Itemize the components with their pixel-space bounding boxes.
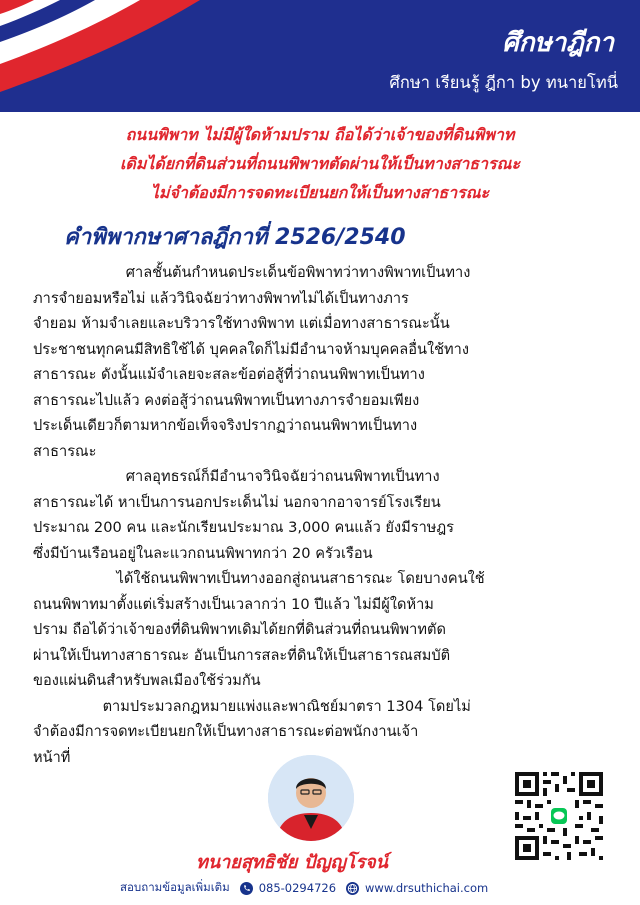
body-line: จำยอม ห้ามจำเลยและบริวารใช้ทางพิพาท แต่เมื่อทางสาธารณะนั้น [33,315,450,332]
phone-icon [240,882,253,895]
inquiry-label: สอบถามข้อมูลเพิ่มเติม [120,880,230,894]
thai-flag-graphic [0,0,200,112]
phone-number[interactable]: 085-0294726 [258,881,337,895]
website-link[interactable]: www.drsuthichai.com [365,881,489,895]
body-line: ผ่านให้เป็นทางสาธารณะ อันเป็นการสละที่ดินให้เป็นสาธารณสมบัติ [33,646,451,664]
body-line: ตามประมวลกฎหมายแพ่งและพาณิชย์มาตรา 1304 โดยไม่ [33,697,471,715]
body-line: สาธารณะไปแล้ว คงต่อสู้ว่าถนนพิพาทเป็นทางภารจำยอมเพียง [33,391,420,409]
headline-line-2: เดิมได้ยกที่ดินส่วนที่ถนนพิพาทตัดผ่านให้เป็นทางสาธารณะ [119,154,521,173]
headline [0,120,640,207]
body-line: จำต้องมีการจดทะเบียนยกให้เป็นทางสาธารณะต่อพนักงานเจ้า [33,723,419,740]
case-number: คำพิพากษาศาลฎีกาที่ 2526/2540 [64,225,406,250]
line-qr-code[interactable] [513,770,605,862]
body-line: สาธารณะ [33,442,97,460]
body-line: ถนนพิพาทมาตั้งแต่เริ่มสร้างเป็นเวลากว่า 10 ปีแล้ว ไม่มีผู้ใดห้าม [33,595,434,613]
headline-line-1: ถนนพิพาท ไม่มีผู้ใดห้ามปราม ถือได้ว่าเจ้าของที่ดินพิพาท [125,125,515,144]
body-line: ศาลชั้นต้นกำหนดประเด็นข้อพิพาทว่าทางพิพาทเป็นทาง [33,264,471,281]
brand-title: ศึกษาฎีกา [502,28,614,58]
header-banner [0,0,640,112]
body-line: สาธารณะได้ หาเป็นการนอกประเด็นไม่ นอกจากอาจารย์โรงเรียน [33,493,441,511]
body-line: ภารจำยอมหรือไม่ แล้ววินิจฉัยว่าทางพิพาทไม่ได้เป็นทางภาร [33,289,409,307]
body-line: หน้าที่ [33,748,71,766]
lawyer-portrait-graphic [268,755,354,841]
globe-icon [346,882,359,895]
body-line: ประชาชนทุกคนมีสิทธิใช้ได้ บุคคลใดก็ไม่มีอำนาจห้ามบุคคลอื่นใช้ทาง [33,340,469,358]
judgment-body [33,260,623,770]
brand-subtitle: ศึกษา เรียนรู้ ฎีกา by ทนายโทนี่ [389,73,618,92]
lawyer-photo [268,755,354,841]
lawyer-name: ทนายสุทธิชัย ปัญญโรจน์ [196,852,388,873]
body-line: ประเด็นเดียวก็ตามหากข้อเท็จจริงปรากฏว่าถนนพิพาทเป็นทาง [33,417,418,434]
body-line: สาธารณะ ดังนั้นแม้จำเลยจะสละข้อต่อสู้ที่ว่าถนนพิพาทเป็นทาง [33,366,425,383]
body-line: ซึ่งมีบ้านเรือนอยู่ในละแวกถนนพิพาทกว่า 20 ครัวเรือน [33,544,373,562]
body-line: ปราม ถือได้ว่าเจ้าของที่ดินพิพาทเดิมได้ยกที่ดินส่วนที่ถนนพิพาทตัด [33,621,446,638]
body-line: ศาลอุทธรณ์ก็มีอำนาจวินิจฉัยว่าถนนพิพาทเป็นทาง [33,468,440,485]
contact-footer [120,879,488,897]
body-line: ของแผ่นดินสำหรับพลเมืองใช้ร่วมกัน [33,672,261,689]
body-line: ได้ใช้ถนนพิพาทเป็นทางออกสู่ถนนสาธารณะ โดยบางคนใช้ [33,570,485,587]
body-line: ประมาณ 200 คน และนักเรียนประมาณ 3,000 คนแล้ว ยังมีราษฎร [33,519,455,536]
headline-line-3: ไม่จำต้องมีการจดทะเบียนยกให้เป็นทางสาธารณะ [150,183,490,202]
